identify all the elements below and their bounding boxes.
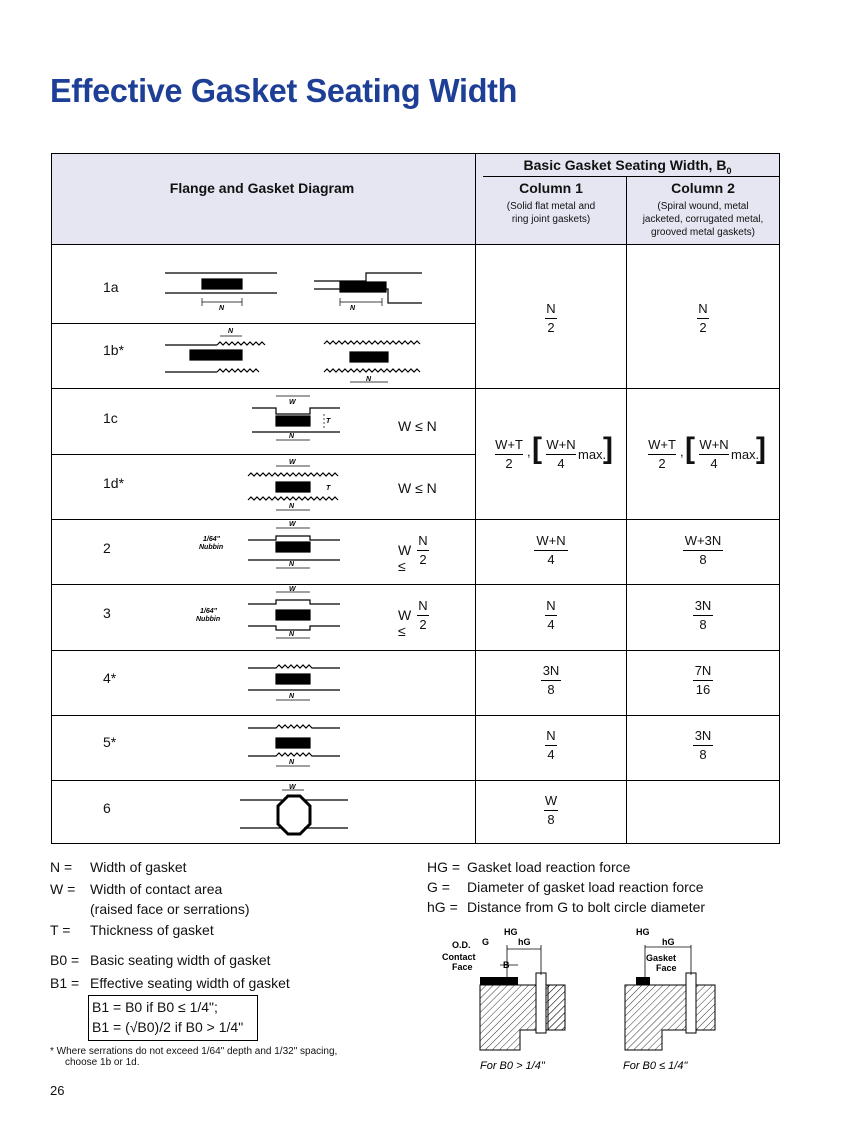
- diagram-column-header: Flange and Gasket Diagram: [169, 180, 355, 196]
- b1-formula-line-1: B1 = B0 if B0 ≤ 1/4";: [92, 999, 218, 1015]
- value-2-col1: W+N 4: [521, 534, 581, 567]
- svg-text:N: N: [350, 305, 356, 312]
- svg-text:Face: Face: [656, 963, 677, 973]
- column-1-header: Column 1: [519, 180, 583, 196]
- column-2-header: Column 2: [671, 180, 735, 196]
- svg-text:Contact: Contact: [442, 952, 476, 962]
- legend-b1: B1 = Effective seating width of gasket: [50, 975, 290, 991]
- value-1ab-col1: N 2: [546, 301, 556, 335]
- svg-text:Gasket: Gasket: [646, 953, 677, 963]
- row-label-4: 4*: [103, 670, 117, 686]
- legend-t: T = Thickness of gasket: [50, 922, 214, 938]
- value-5-col1: N 4: [546, 728, 556, 762]
- basic-width-header: Basic Gasket Seating Width, $B_0$: [523, 157, 732, 176]
- svg-text:Face: Face: [452, 962, 473, 972]
- svg-text:HG: HG: [504, 927, 518, 937]
- svg-text:N: N: [289, 759, 295, 766]
- svg-text:N: N: [289, 561, 295, 568]
- row-label-1a: 1a: [103, 279, 119, 295]
- svg-text:W: W: [289, 521, 296, 528]
- svg-text:T: T: [326, 418, 331, 425]
- svg-text:1/64": 1/64": [200, 608, 217, 615]
- svg-text:N: N: [228, 328, 234, 335]
- svg-text:For B0 > 1/4": For B0 > 1/4": [480, 1060, 545, 1072]
- svg-text:O.D.: O.D.: [452, 940, 471, 950]
- value-5-col2: 3N 8: [694, 728, 712, 762]
- value-1ab-col2: N 2: [698, 301, 708, 335]
- flange-diagrams: [52, 244, 475, 844]
- svg-text:N: N: [289, 631, 295, 638]
- column-2-note: (Spiral wound, metal jacketed, corrugated metal, grooved metal gaskets): [642, 201, 764, 238]
- svg-text:N: N: [289, 693, 295, 700]
- legend-w: W = Width of contact area: [50, 881, 223, 897]
- value-3-col2: 3N 8: [694, 598, 712, 632]
- legend-g: G = Diameter of gasket load reaction force: [427, 879, 704, 895]
- value-6-col1: W 8: [544, 793, 558, 827]
- svg-text:T: T: [326, 485, 331, 492]
- svg-text:N: N: [366, 376, 372, 383]
- gasket-table: Flange and Gasket Diagram Basic Gasket Seating Width, $B_0$ Column 1 (Solid flat metal and ring joint gaskets) Column 2 (Spiral wound, metal jacketed, corrugated metal, grooved metal gaskets) 1a 1b* 1c 1d* 2 3 4* 5* 6 W ≤ N W ≤ N W ≤ N 2 W ≤ N 2 N 2 N 2 W+T 2 , [ W+N 4 max. ] W+T 2 , [ W+N 4 max. ] W+N 4 W+3N 8 N 4 3N 8 3N 8 7N 16 N 4 3N 8 W 8 N N N N W N T W N T W N W N N N W 1/64" Nubbin 1/64" Nubbin: [51, 153, 780, 844]
- row-label-1b: 1b*: [103, 342, 125, 358]
- svg-text:hG: hG: [662, 937, 675, 947]
- svg-text:For B0 ≤ 1/4": For B0 ≤ 1/4": [623, 1060, 688, 1072]
- svg-text:HG: HG: [636, 927, 650, 937]
- value-2-col2: W+3N 8: [684, 533, 722, 567]
- row-label-6: 6: [103, 800, 111, 816]
- page-number: 26: [50, 1083, 65, 1098]
- svg-text:hG: hG: [518, 937, 531, 947]
- svg-text:Nubbin: Nubbin: [196, 616, 221, 623]
- condition-1d: W ≤ N: [398, 480, 437, 496]
- page-title: Effective Gasket Seating Width: [50, 72, 518, 109]
- legend-hg: HG = Gasket load reaction force: [427, 859, 631, 875]
- legend-b0: B0 = Basic seating width of gasket: [50, 952, 271, 968]
- value-3-col1: N 4: [546, 598, 556, 632]
- row-label-5: 5*: [103, 734, 117, 750]
- svg-text:N: N: [289, 503, 295, 510]
- row-label-3: 3: [103, 605, 111, 621]
- column-1-note: (Solid flat metal and ring joint gaskets): [506, 201, 596, 225]
- condition-1c: W ≤ N: [398, 418, 437, 434]
- svg-text:N: N: [219, 305, 225, 312]
- value-4-col2: 7N 16: [694, 663, 712, 697]
- svg-text:W: W: [289, 784, 296, 791]
- row-label-1c: 1c: [103, 410, 118, 426]
- b1-formula-line-2: B1 = (√B0)/2 if B0 > 1/4": [92, 1019, 244, 1035]
- legend-w-note: (raised face or serrations): [90, 901, 250, 917]
- legend-n: N = Width of gasket: [50, 859, 187, 875]
- svg-text:W: W: [289, 459, 296, 466]
- svg-text:W: W: [289, 399, 296, 406]
- footnote: * Where serrations do not exceed 1/64" depth and 1/32" spacing, choose 1b or 1d.: [50, 1046, 338, 1068]
- svg-text:B: B: [503, 960, 510, 970]
- svg-text:1/64": 1/64": [203, 536, 220, 543]
- svg-text:Nubbin: Nubbin: [199, 544, 224, 551]
- legend-hg-distance: hG = Distance from G to bolt circle diameter: [427, 899, 706, 915]
- value-4-col1: 3N 8: [542, 663, 560, 697]
- svg-text:G: G: [482, 937, 490, 947]
- row-label-1d: 1d*: [103, 475, 125, 491]
- b1-formula-box: [88, 995, 258, 1041]
- svg-text:W: W: [289, 586, 296, 593]
- reaction-figures: [440, 925, 730, 1075]
- row-label-2: 2: [103, 540, 111, 556]
- svg-text:N: N: [289, 433, 295, 440]
